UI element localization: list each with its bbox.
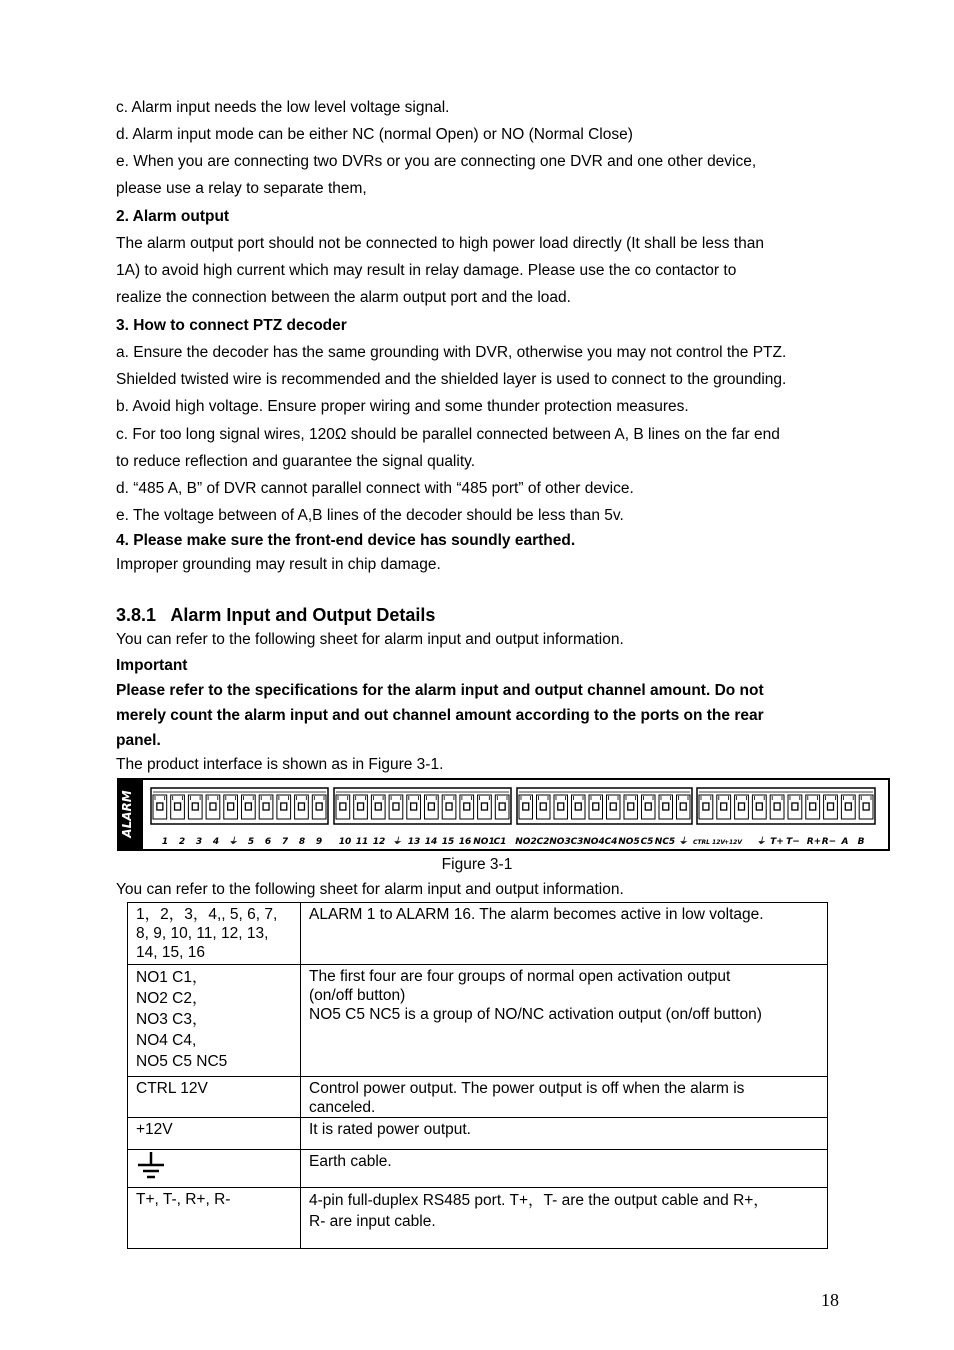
terminal-label: T−: [786, 837, 800, 847]
terminal-label: NC5: [654, 837, 676, 847]
terminal-label: 2: [178, 837, 186, 847]
table-cell-description: [301, 903, 828, 965]
terminal-label: 6: [264, 837, 272, 847]
cell-line: Earth cable.: [309, 1153, 392, 1170]
para-relay-line1: e. When you are connecting two DVRs or you are connecting one DVR and one other device,: [116, 153, 757, 170]
cell-line: canceled.: [309, 1099, 376, 1116]
cell-line: 4-pin full-duplex RS485 port. T+，T- are the output cable and R+，: [309, 1192, 769, 1209]
terminal-label: 15: [441, 837, 455, 847]
cell-line: ALARM 1 to ALARM 16. The alarm becomes active in low voltage.: [309, 906, 764, 923]
table-cell-port: [128, 965, 301, 1077]
para-interface: The product interface is shown as in Figure 3-1.: [116, 756, 444, 773]
terminal-label: B: [857, 837, 865, 847]
para-alarm-output-1: The alarm output port should not be connected to high power load directly (It shall be less than: [116, 235, 764, 252]
terminal-label: NO2: [515, 837, 537, 847]
table-row: [128, 1188, 828, 1249]
table-cell-description: [301, 1150, 828, 1188]
terminal-label: 7: [281, 837, 289, 847]
table-cell-description: [301, 965, 828, 1077]
terminal-label: 11: [355, 837, 369, 847]
para-ptz-a2: Shielded twisted wire is recommended and the shielded layer is used to connect to the grounding.: [116, 371, 787, 388]
terminal-label: C5: [640, 837, 654, 847]
alarm-label: ALARM: [120, 790, 134, 838]
cell-line: NO5 C5 NC5: [136, 1053, 228, 1070]
page-number: 18: [821, 1290, 839, 1310]
table-cell-description: [301, 1077, 828, 1118]
cell-line: 1，2，3，4,, 5, 6, 7,: [136, 906, 278, 923]
para-nc-no: d. Alarm input mode can be either NC (normal Open) or NO (Normal Close): [116, 126, 633, 143]
cell-line: R- are input cable.: [309, 1213, 436, 1230]
important-line1: Please refer to the specifications for the alarm input and output channel amount. Do not: [116, 682, 764, 699]
heading-earth: 4. Please make sure the front-end device has soundly earthed.: [116, 532, 576, 549]
terminal-label: 10: [338, 837, 352, 847]
terminal-label: NO3: [549, 837, 571, 847]
cell-line: T+, T-, R+, R-: [136, 1191, 231, 1208]
terminal-label: ⏚: [756, 837, 766, 847]
table-cell-port: [128, 1118, 301, 1150]
cell-line: +12V: [136, 1121, 173, 1138]
para-earth: Improper grounding may result in chip damage.: [116, 556, 441, 573]
table-cell-port: [128, 1150, 301, 1188]
table-cell-port: [128, 1077, 301, 1118]
figure-caption: Figure 3-1: [441, 856, 513, 873]
cell-line: (on/off button): [309, 987, 406, 1004]
para-relay-line2: please use a relay to separate them,: [116, 180, 367, 197]
section-title: 3.8.1 Alarm Input and Output Details: [116, 605, 436, 625]
cell-line: NO5 C5 NC5 is a group of NO/NC activation output (on/off button): [309, 1006, 762, 1023]
para-ptz-c1: c. For too long signal wires, 120Ω should be parallel connected between A, B lines on the far end: [116, 426, 780, 443]
important-line2: merely count the alarm input and out channel amount according to the ports on the rear: [116, 707, 764, 724]
table-row: [128, 1150, 828, 1188]
cell-line: It is rated power output.: [309, 1121, 471, 1138]
terminal-label: 3: [195, 837, 203, 847]
para-ptz-a1: a. Ensure the decoder has the same grounding with DVR, otherwise you may not control the PTZ.: [116, 344, 787, 361]
para-alarm-output-3: realize the connection between the alarm output port and the load.: [116, 289, 571, 306]
table-cell-port: [128, 903, 301, 965]
terminal-label: 4: [212, 837, 220, 847]
ground-icon: [136, 1152, 166, 1182]
terminal-label: C2: [536, 837, 550, 847]
table-cell-description: [301, 1188, 828, 1249]
terminal-label: C3: [570, 837, 584, 847]
terminal-label: R+: [806, 837, 822, 847]
table-cell-description: [301, 1118, 828, 1150]
cell-line: Control power output. The power output is off when the alarm is: [309, 1080, 745, 1097]
terminal-label: C4: [604, 837, 618, 847]
para-ptz-c2: to reduce reflection and guarantee the signal quality.: [116, 453, 476, 470]
cell-line: NO3 C3，: [136, 1011, 208, 1028]
terminal-label: ⏚: [392, 837, 402, 847]
terminal-label: T+: [770, 837, 784, 847]
para-low-level: c. Alarm input needs the low level voltage signal.: [116, 99, 450, 116]
terminal-label: NO5: [618, 837, 640, 847]
alarm-terminal-figure: [117, 778, 890, 852]
table-row: [128, 965, 828, 1077]
terminal-label: R−: [821, 837, 837, 847]
cell-line: NO1 C1，: [136, 969, 208, 986]
para-alarm-output-2: 1A) to avoid high current which may result in relay damage. Please use the co contactor to: [116, 262, 737, 279]
heading-alarm-output: 2. Alarm output: [116, 208, 230, 225]
terminal-label: A: [841, 837, 849, 847]
terminal-label: ⏚: [678, 837, 688, 847]
heading-ptz: 3. How to connect PTZ decoder: [116, 317, 347, 334]
cell-line: CTRL 12V: [136, 1080, 208, 1097]
terminal-label: 13: [407, 837, 421, 847]
terminal-label: 1: [161, 837, 169, 847]
alarm-spec-table: [127, 902, 828, 1249]
para-refer-2: You can refer to the following sheet for alarm input and output information.: [116, 881, 624, 898]
table-row: [128, 1118, 828, 1150]
cell-line: 8, 9, 10, 11, 12, 13,: [136, 925, 269, 942]
table-row: [128, 1077, 828, 1118]
terminal-label: C1: [493, 837, 507, 847]
para-ptz-d: d. “485 A, B” of DVR cannot parallel connect with “485 port” of other device.: [116, 480, 634, 497]
cell-line: 14, 15, 16: [136, 944, 205, 961]
terminal-label: 9: [315, 837, 323, 847]
important-label: Important: [116, 657, 188, 674]
important-line3: panel.: [116, 732, 161, 749]
terminal-label: ⏚: [228, 837, 238, 847]
terminal-label: NO4: [583, 837, 605, 847]
cell-line: The first four are four groups of normal open activation output: [309, 968, 731, 985]
terminal-label: 16: [458, 837, 472, 847]
terminal-label: NO1: [473, 837, 495, 847]
table-row: [128, 903, 828, 965]
para-refer-1: You can refer to the following sheet for alarm input and output information.: [116, 631, 624, 648]
para-ptz-e: e. The voltage between of A,B lines of the decoder should be less than 5v.: [116, 507, 624, 524]
terminal-label: 5: [247, 837, 255, 847]
terminal-label: 12: [372, 837, 386, 847]
terminal-label: CTRL 12V: [692, 839, 726, 846]
table-cell-port: [128, 1188, 301, 1249]
terminal-label: 8: [298, 837, 306, 847]
cell-line: NO4 C4,: [136, 1032, 197, 1049]
terminal-label: 14: [424, 837, 438, 847]
terminal-label: +12V: [723, 839, 743, 846]
cell-line: NO2 C2，: [136, 990, 208, 1007]
para-ptz-b: b. Avoid high voltage. Ensure proper wiring and some thunder protection measures.: [116, 398, 689, 415]
